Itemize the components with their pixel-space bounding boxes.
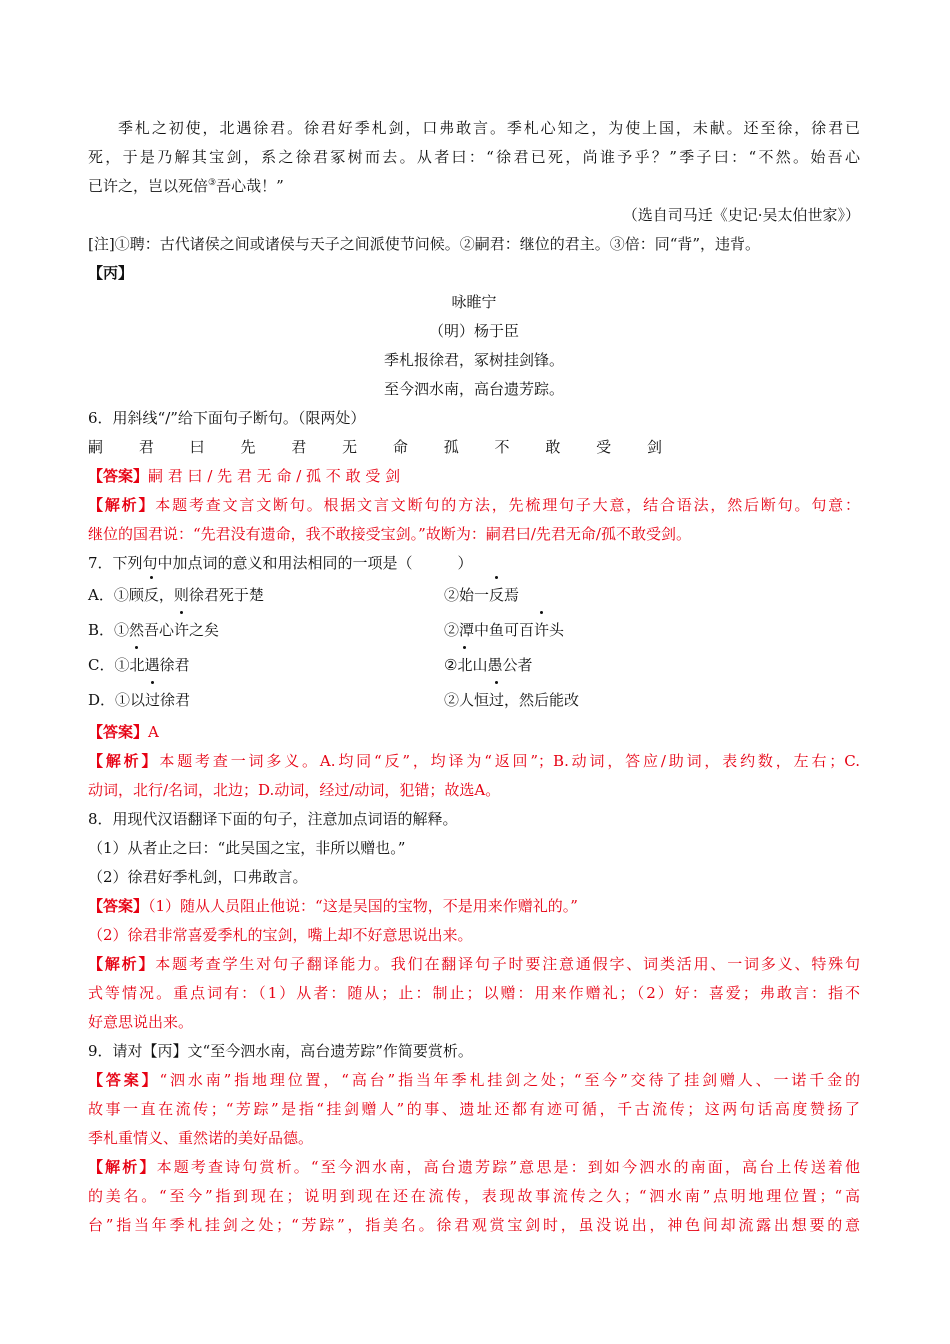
q8-item: （2）徐君好季札剑，口弗敢言。 xyxy=(88,868,308,886)
q6-answer: 【答案】嗣 君 曰 / 先 君 无 命 / 孤 不 敢 受 剑 xyxy=(88,467,401,485)
q7-option-c: C．①北遇徐君 ②北山愚公者 xyxy=(88,648,860,683)
q8-answer-cont: （2）徐君非常喜爱季札的宝剑，嘴上却不好意思说出来。 xyxy=(88,926,473,944)
q8-analysis: 【解析】本题考查学生对句子翻译能力。我们在翻译句子时要注意通假字、词类活用、一词多义、特殊句 xyxy=(88,955,860,973)
q8-analysis-cont: 好意思说出来。 xyxy=(88,1013,194,1031)
passage-line: 死，于是乃解其宝剑，系之徐君冢树而去。从者曰：“徐君已死，尚谁予乎？”季子曰：“不然。始吾心 xyxy=(88,148,860,166)
passage-note: [注]①聘：古代诸侯之间或诸侯与天子之间派使节问候。②嗣君：继位的君主。③倍：同“背”，违背。 xyxy=(88,235,761,253)
passage-line: 已许之，岂以死倍③吾心哉！” xyxy=(88,177,284,195)
poem-line: 至今泗水南，高台遗芳踪。 xyxy=(383,380,564,398)
q6-analysis-cont: 继位的国君说：“先君没有遗命，我不敢接受宝剑。”故断为：嗣君曰/先君无命/孤不敢受剑。 xyxy=(88,525,691,543)
passage-source: （选自司马迁《史记·吴太伯世家》） xyxy=(622,206,860,224)
question-9: 9．请对【丙】文“至今泗水南，高台遗芳踪”作简要赏析。 xyxy=(88,1042,473,1060)
q8-item: （1）从者止之曰：“此吴国之宝，非所以赠也。” xyxy=(88,839,406,857)
q8-answer: 【答案】（1）随从人员阻止他说：“这是吴国的宝物，不是用来作赠礼的。” xyxy=(88,897,578,915)
q9-analysis-cont: 的美名。“至今”指到现在；说明到现在还在流传，表现故事流传之久；“泗水南”点明地理位置；“高 xyxy=(88,1187,860,1205)
poem-line: 季札报徐君，冢树挂剑锋。 xyxy=(383,351,564,369)
poem-author: （明）杨于臣 xyxy=(428,322,519,340)
poem-title: 咏睢宁 xyxy=(451,293,497,311)
question-7: 7．下列句中加点词的意义和用法相同的一项是（ ） xyxy=(88,554,473,572)
q8-analysis-cont: 式等情况。重点词有：（1）从者：随从；止：制止；以赠：用来作赠礼；（2）好：喜爱；弗敢言：指不 xyxy=(88,984,860,1002)
question-8: 8．用现代汉语翻译下面的句子，注意加点词语的解释。 xyxy=(88,810,458,828)
q7-option-a: A．①顾反，则徐君死于楚 ②始一反焉 xyxy=(88,578,860,613)
q7-answer: 【答案】A xyxy=(88,723,159,741)
q6-analysis: 【解析】本题考查文言文断句。根据文言文断句的方法，先梳理句子大意，结合语法，然后断句。句意： xyxy=(88,496,860,514)
q9-answer-cont: 故事一直在流传；“芳踪”是指“挂剑赠人”的事、遗址还都有迹可循，千古流传；这两句话高度赞扬了 xyxy=(88,1100,860,1118)
passage-line: 季札之初使，北遇徐君。徐君好季札剑，口弗敢言。季札心知之，为使上国，未献。还至徐，徐君已 xyxy=(118,119,860,137)
q9-answer: 【答案】“泗水南”指地理位置，“高台”指当年季札挂剑之处；“至今”交待了挂剑赠人、一诺千金的 xyxy=(88,1071,860,1089)
document-content xyxy=(88,114,860,1240)
q6-sentence xyxy=(88,433,860,462)
q7-option-b: B．①然吾心许之矣 ②潭中鱼可百许头 xyxy=(88,613,860,648)
q7-analysis-cont: 动词，北行/名词，北边；D.动词，经过/动词，犯错；故选A。 xyxy=(88,781,501,799)
q9-answer-cont: 季札重情义、重然诺的美好品德。 xyxy=(88,1129,314,1147)
q9-analysis: 【解析】本题考查诗句赏析。“至今泗水南，高台遗芳踪”意思是：到如今泗水的南面，高台上传送着他 xyxy=(88,1158,860,1176)
section-label-bing: 【丙】 xyxy=(88,264,134,282)
q7-option-d: D．①以过徐君 ②人恒过，然后能改 xyxy=(88,683,860,718)
footnote-marker: ③ xyxy=(208,178,217,188)
question-6: 6．用斜线“/”给下面句子断句。（限两处） xyxy=(88,409,366,427)
q7-analysis: 【解析】本题考查一词多义。A.均同“反”，均译为“返回”；B.动词，答应/助词，表约数，左右；C. xyxy=(88,752,860,770)
q6-chars: 嗣 君 曰 先 君 无 命 孤 不 敢 受 剑 xyxy=(88,438,662,456)
q9-analysis-cont: 台”指当年季札挂剑之处；“芳踪”，指美名。徐君观赏宝剑时，虽没说出，神色间却流露出想要的意 xyxy=(88,1216,860,1234)
